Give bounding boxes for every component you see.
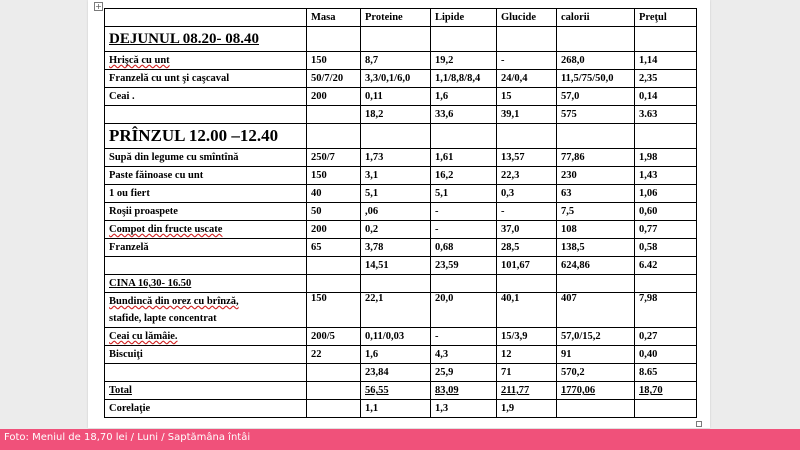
table-row: Roşii proaspete 50 ,06 - - 7,5 0,60 (105, 203, 697, 221)
photo-caption: Foto: Meniul de 18,70 lei / Luni / Saptămâna întâi (4, 432, 251, 443)
pranz-title: PRÎNZUL 12.00 –12.40 (105, 124, 307, 149)
cina-total-row: 23,84 25,9 71 570,2 8.65 (105, 364, 697, 382)
table-row: Compot din fructe uscate 200 0,2 - 37,0 108 0,77 (105, 221, 697, 239)
header-cell-empty (105, 9, 307, 27)
table-row: Hrişcă cu unt 150 8,7 19,2 - 268,0 1,14 (105, 52, 697, 70)
table-row: Franzelă 65 3,78 0,68 28,5 138,5 0,58 (105, 239, 697, 257)
header-proteine: Proteine (361, 9, 431, 27)
menu-table (104, 8, 697, 418)
cina-title-row (105, 275, 697, 293)
table-row: Ceai . 200 0,11 1,6 15 57,0 0,14 (105, 88, 697, 106)
table-row: Ceai cu lămâie. 200/5 0,11/0,03 - 15/3,9 57,0/15,2 0,27 (105, 328, 697, 346)
table-row: 1 ou fiert 40 5,1 5,1 0,3 63 1,06 (105, 185, 697, 203)
table-move-handle-icon[interactable]: + (95, 2, 102, 11)
cina-title: CINA 16,30- 16.50 (105, 275, 307, 293)
header-calorii: calorii (557, 9, 635, 27)
pranz-total-row: 14,51 23,59 101,67 624,86 6.42 (105, 257, 697, 275)
header-pret: Preţul (635, 9, 697, 27)
header-glucide: Glucide (497, 9, 557, 27)
table-resize-handle-icon[interactable] (696, 421, 702, 427)
grand-total-row: Total 56,55 83,09 211,77 1770,06 18,70 (105, 382, 697, 400)
header-lipide: Lipide (431, 9, 497, 27)
correlation-row: Corelaţie 1,1 1,3 1,9 (105, 400, 697, 418)
correlation-label: Corelaţie (105, 400, 307, 418)
table-row: Bundincă din orez cu brînză, stafide, lapte concentrat 150 22,1 20,0 40,1 407 7,98 (105, 293, 697, 328)
dejun-total-row: 18,2 33,6 39,1 575 3.63 (105, 106, 697, 124)
pranz-title-row (105, 124, 697, 149)
table-row: Paste făinoase cu unt 150 3,1 16,2 22,3 230 1,43 (105, 167, 697, 185)
dejun-title-row (105, 27, 697, 52)
header-row (105, 9, 697, 27)
grand-total-label: Total (109, 385, 132, 396)
table-row: Supă din legume cu smîntînă 250/7 1,73 1,61 13,57 77,86 1,98 (105, 149, 697, 167)
table-row: Biscuiţi 22 1,6 4,3 12 91 0,40 (105, 346, 697, 364)
header-masa: Masa (307, 9, 361, 27)
dejun-title: DEJUNUL 08.20- 08.40 (105, 27, 307, 52)
table-row: Franzelă cu unt şi caşcaval 50/7/20 3,3/0,1/6,0 1,1/8,8/8,4 24/0,4 11,5/75/50,0 2,35 (105, 70, 697, 88)
